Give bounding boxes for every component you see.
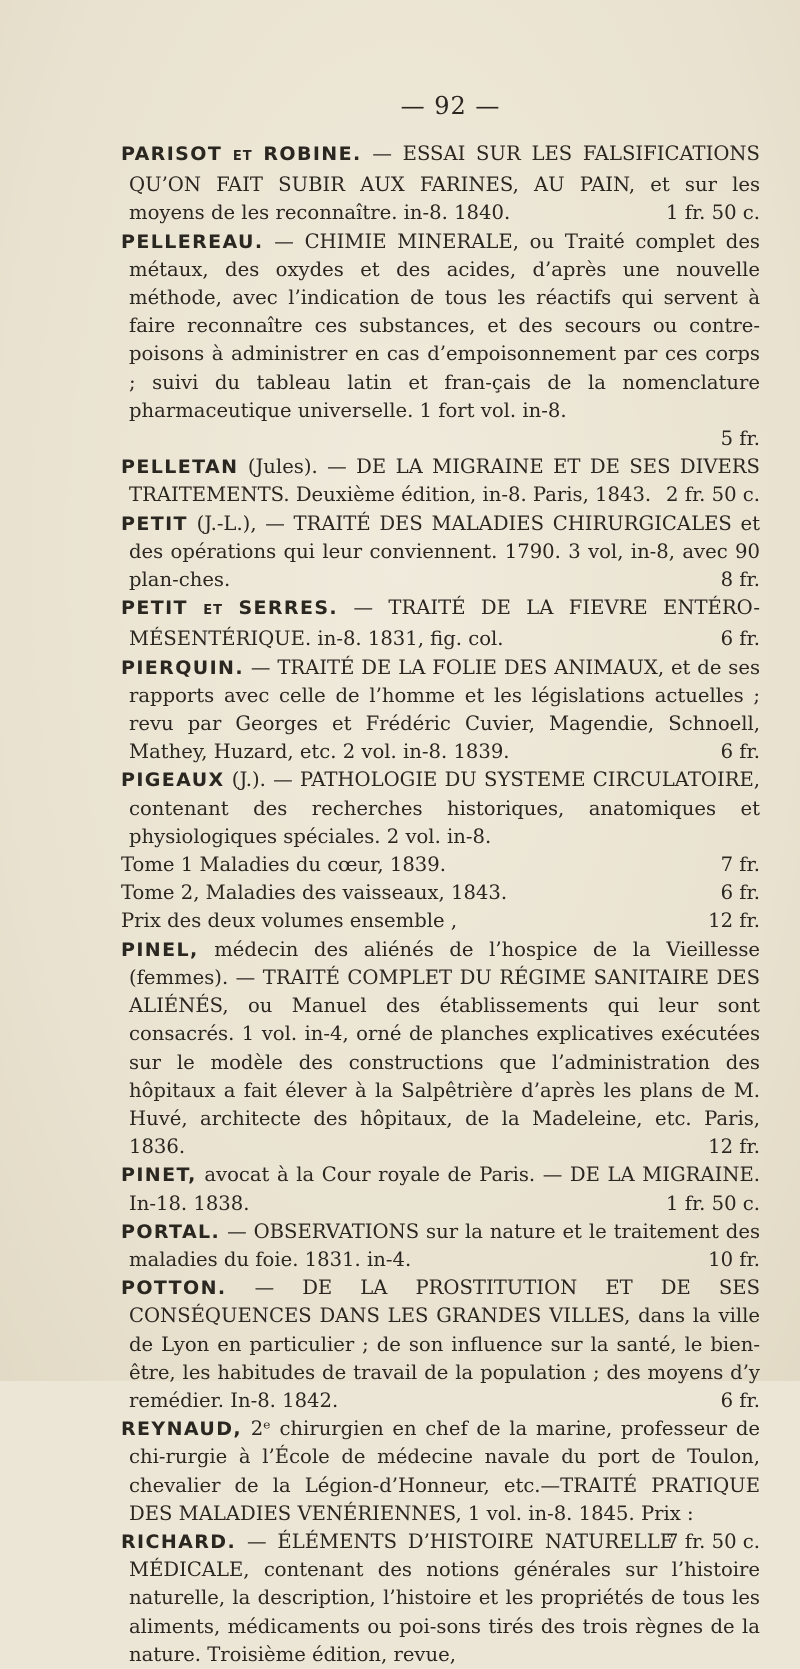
entry-text: — CHIMIE MINERALE, ou Traité complet des métaux, des oxydes et des acides, d’après une nouvelle méthode, avec l’indication de tous les réactifs qui servent à faire reconnaître ces substances, et des secours ou contre-poisons à administrer en cas d’empoisonnement par ces corps ; suivi du tableau latin et fran-çais de la nomenclature pharmaceutique universelle. 1 fort vol. in-8. (129, 229, 760, 422)
catalog-entry (121, 654, 760, 767)
author-name: POTTON. (121, 1277, 227, 1300)
entry-text: (J.-L.), — TRAITÉ DES MALADIES CHIRURGICALES et des opérations qui leur conviennent. 1790. 3 vol, in-8, avec 90 plan-ches. (129, 511, 760, 592)
entry-text: — OBSERVATIONS sur la nature et le traitement des maladies du foie. 1831. in-4. (129, 1219, 760, 1271)
catalog-entry (121, 1528, 760, 1669)
author-name: PELLETAN (121, 456, 239, 479)
catalog-entry (121, 1161, 760, 1217)
catalog-entry (121, 140, 760, 228)
volume-price: 7 fr. (720, 853, 760, 877)
entry-price: 2 fr. 50 c. (666, 483, 760, 507)
entry-price: 10 fr. (708, 1247, 760, 1271)
entry-price: 1 fr. 50 c. (666, 201, 760, 225)
entry-text: avocat à la Cour royale de Paris. — DE LA MIGRAINE. In-18. 1838. (129, 1163, 760, 1215)
author-name: PINET, (121, 1164, 197, 1187)
entry-price: 6 fr. (720, 1388, 760, 1412)
author-name: PINEL, (121, 938, 199, 961)
catalog-entry (121, 1274, 760, 1415)
page-number: — 92 — (400, 92, 501, 120)
entry-text: — TRAITÉ DE LA FIEVRE ENTÉRO-MÉSENTÉRIQUE. in-8. 1831, fig. col. (129, 596, 761, 651)
author-name: PIGEAUX (121, 769, 225, 792)
entry-price: 6 fr. (720, 740, 760, 764)
author-conjunction: ET (232, 149, 253, 164)
catalog-entry (121, 228, 760, 454)
author-name: PARISOT (121, 143, 223, 165)
author-name: SERRES. (238, 597, 339, 620)
volume-row (121, 907, 760, 935)
author-name: PIERQUIN. (121, 656, 244, 679)
entry-text: — ESSAI SUR LES FALSIFICATIONS QU’ON FAIT SUBIR AUX FARINES, AU PAIN, et sur les moyens de les reconnaître. in-8. 1840. (129, 142, 760, 225)
entry-price: 5 fr. (720, 427, 760, 451)
author-name: RICHARD. (121, 1530, 237, 1553)
volume-row (121, 879, 760, 907)
author-name: PETIT (121, 597, 188, 620)
author-name: ROBINE. (263, 143, 362, 165)
entry-price: 8 fr. (720, 568, 760, 592)
volume-label: Prix des deux volumes ensemble , (121, 909, 458, 933)
author-name: PELLEREAU. (121, 230, 264, 253)
entry-text: — TRAITÉ DE LA FOLIE DES ANIMAUX, et de ses rapports avec celle de l’homme et les législations actuelles ; revu par Georges et Frédéric Cuvier, Magendie, Schnoell, Mathey, Huzard, etc. 2 vol. in-8. 1839. (129, 655, 761, 764)
entry-price: 1 fr. 50 c. (666, 1191, 760, 1215)
entry-text: médecin des aliénés de l’hospice de la Vieillesse (femmes). — TRAITÉ COMPLET DU RÉGIME SANITAIRE DES ALIÉNÉS, ou Manuel des établissements qui leur sont consacrés. 1 vol. in-4, orné de planches explicatives exécutées sur le modèle des constructions que l’administration des hôpitaux a fait élever à la Salpêtrière d’après les plans de M. Huvé, architecte des hôpitaux, de la Madeleine, etc. Paris, 1836. (129, 937, 760, 1159)
catalog-entry (121, 766, 760, 935)
catalog-entry (121, 594, 760, 653)
entry-price: 7 fr. 50 c. (666, 1529, 760, 1553)
volume-label: Tome 1 Maladies du cœur, 1839. (121, 853, 446, 877)
entry-text: — DE LA PROSTITUTION ET DE SES CONSÉQUENCES DANS LES GRANDES VILLES, dans la ville de Lyon en particulier ; de son influence sur la santé, le bien-être, les habitudes de travail de la population ; des moyens d’y remédier. In-8. 1842. (129, 1276, 760, 1412)
entry-price: 12 fr. (708, 1135, 760, 1159)
catalog-entry (121, 453, 760, 509)
author-name: PORTAL. (121, 1220, 221, 1243)
entry-price: 6 fr. (720, 627, 760, 651)
volume-price: 6 fr. (720, 881, 760, 905)
entry-text: 2ᵉ chirurgien en chef de la marine, professeur de chi-rurgie à l’École de médecine navale du port de Toulon, chevalier de la Légion-d’Honneur, etc.—TRAITÉ PRATIQUE DES MALADIES VENÉRIENNES, 1 vol. in-8. 1845. Prix : (129, 1417, 761, 1525)
catalog-entry (121, 1218, 760, 1274)
volume-row (121, 851, 760, 879)
catalog-entry (121, 510, 760, 595)
volume-label: Tome 2, Maladies des vaisseaux, 1843. (121, 881, 508, 905)
entry-text: (Jules). — DE LA MIGRAINE ET DE SES DIVERS TRAITEMENTS. Deuxième édition, in-8. Paris, 1843. (129, 455, 760, 507)
author-conjunction: ET (203, 603, 224, 619)
entry-text: — ÉLÉMENTS D’HISTOIRE NATURELLE MÉDICALE, contenant des notions générales sur l’histoire naturelle, la description, l’histoire et les propriétés de tous les aliments, médicaments ou poi-sons tirés des trois règnes de la nature. Troisième édition, revue, (129, 1529, 760, 1666)
entry-text: (J.). — PATHOLOGIE DU SYSTEME CIRCULATOIRE, contenant des recherches historiques, anatomiques et physiologiques spéciales. 2 vol. in-8. (129, 768, 760, 848)
catalog-entry (121, 936, 760, 1162)
author-name: PETIT (121, 512, 188, 535)
volume-price: 12 fr. (708, 909, 760, 933)
author-name: REYNAUD, (121, 1418, 243, 1441)
